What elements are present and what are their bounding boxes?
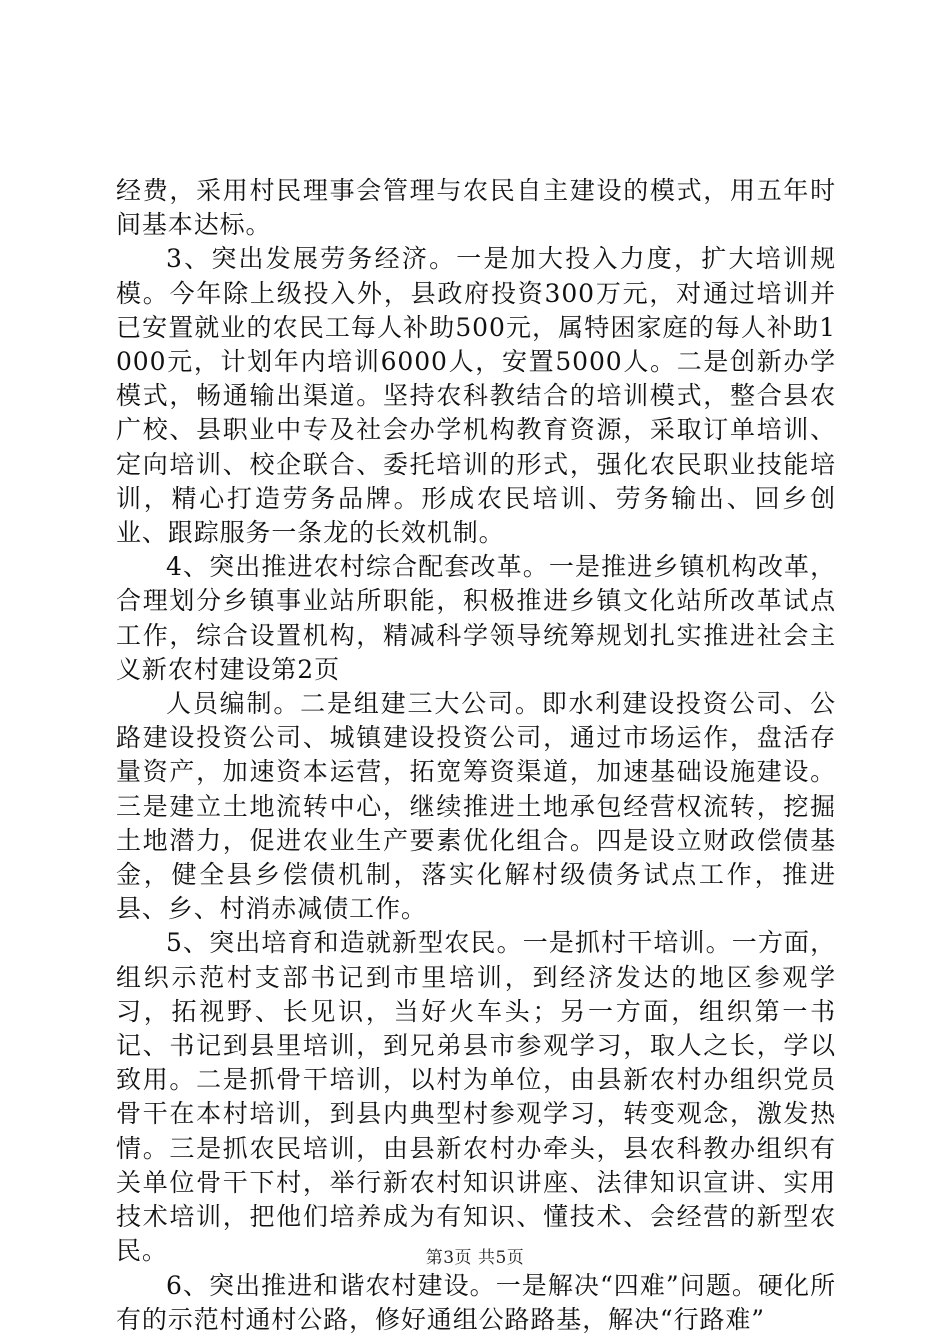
paragraph: 3、突出发展劳务经济。一是加大投入力度，扩大培训规模。今年除上级投入外，县政府投资300万元，对通过培训并已安置就业的农民工每人补助500元，属特困家庭的每人补助1000元，计划年内培训6000人，安置5000人。二是创新办学模式，畅通输出渠道。坚持农科教结合的培训模式，整合县农广校、县职业中专及社会办学机构教育资源，采取订单培训、定向培训、校企联合、委托培训的形式，强化农民职业技能培训，精心打造劳务品牌。形成农民培训、劳务输出、回乡创业、跟踪服务一条龙的长效机制。 (116, 244, 836, 548)
paragraph: 4、突出推进农村综合配套改革。一是推进乡镇机构改革，合理划分乡镇事业站所职能，积极推进乡镇文化站所改革试点工作，综合设置机构，精减科学领导统筹规划扎实推进社会主义新农村建设第2页 (116, 552, 836, 684)
document-body (116, 174, 836, 1337)
page-footer: 第3页 共5页 (425, 1248, 525, 1268)
paragraph: 人员编制。二是组建三大公司。即水利建设投资公司、公路建设投资公司、城镇建设投资公司，通过市场运作，盘活存量资产，加速资本运营，拓宽筹资渠道，加速基础设施建设。三是建立土地流转中心，继续推进土地承包经营权流转，挖掘土地潜力，促进农业生产要素优化组合。四是设立财政偿债基金，健全县乡偿债机制，落实化解村级债务试点工作，推进县、乡、村消赤减债工作。 (116, 689, 836, 924)
paragraph: 经费，采用村民理事会管理与农民自主建设的模式，用五年时间基本达标。 (116, 176, 836, 240)
paragraph: 6、突出推进和谐农村建设。一是解决“四难”问题。硬化所有的示范村通村公路，修好通组公路路基，解决“行路难” (116, 1270, 836, 1334)
paragraph: 5、突出培育和造就新型农民。一是抓村干培训。一方面，组织示范村支部书记到市里培训，到经济发达的地区参观学习，拓视野、长见识，当好火车头；另一方面，组织第一书记、书记到县里培训，到兄弟县市参观学习，取人之长，学以致用。二是抓骨干培训，以村为单位，由县新农村办组织党员骨干在本村培训，到县内典型村参观学习，转变观念，激发热情。三是抓农民培训，由县新农村办牵头，县农科教办组织有关单位骨干下村，举行新农村知识讲座、法律知识宣讲、实用技术培训，把他们培养成为有知识、懂技术、会经营的新型农民。 (116, 928, 836, 1266)
